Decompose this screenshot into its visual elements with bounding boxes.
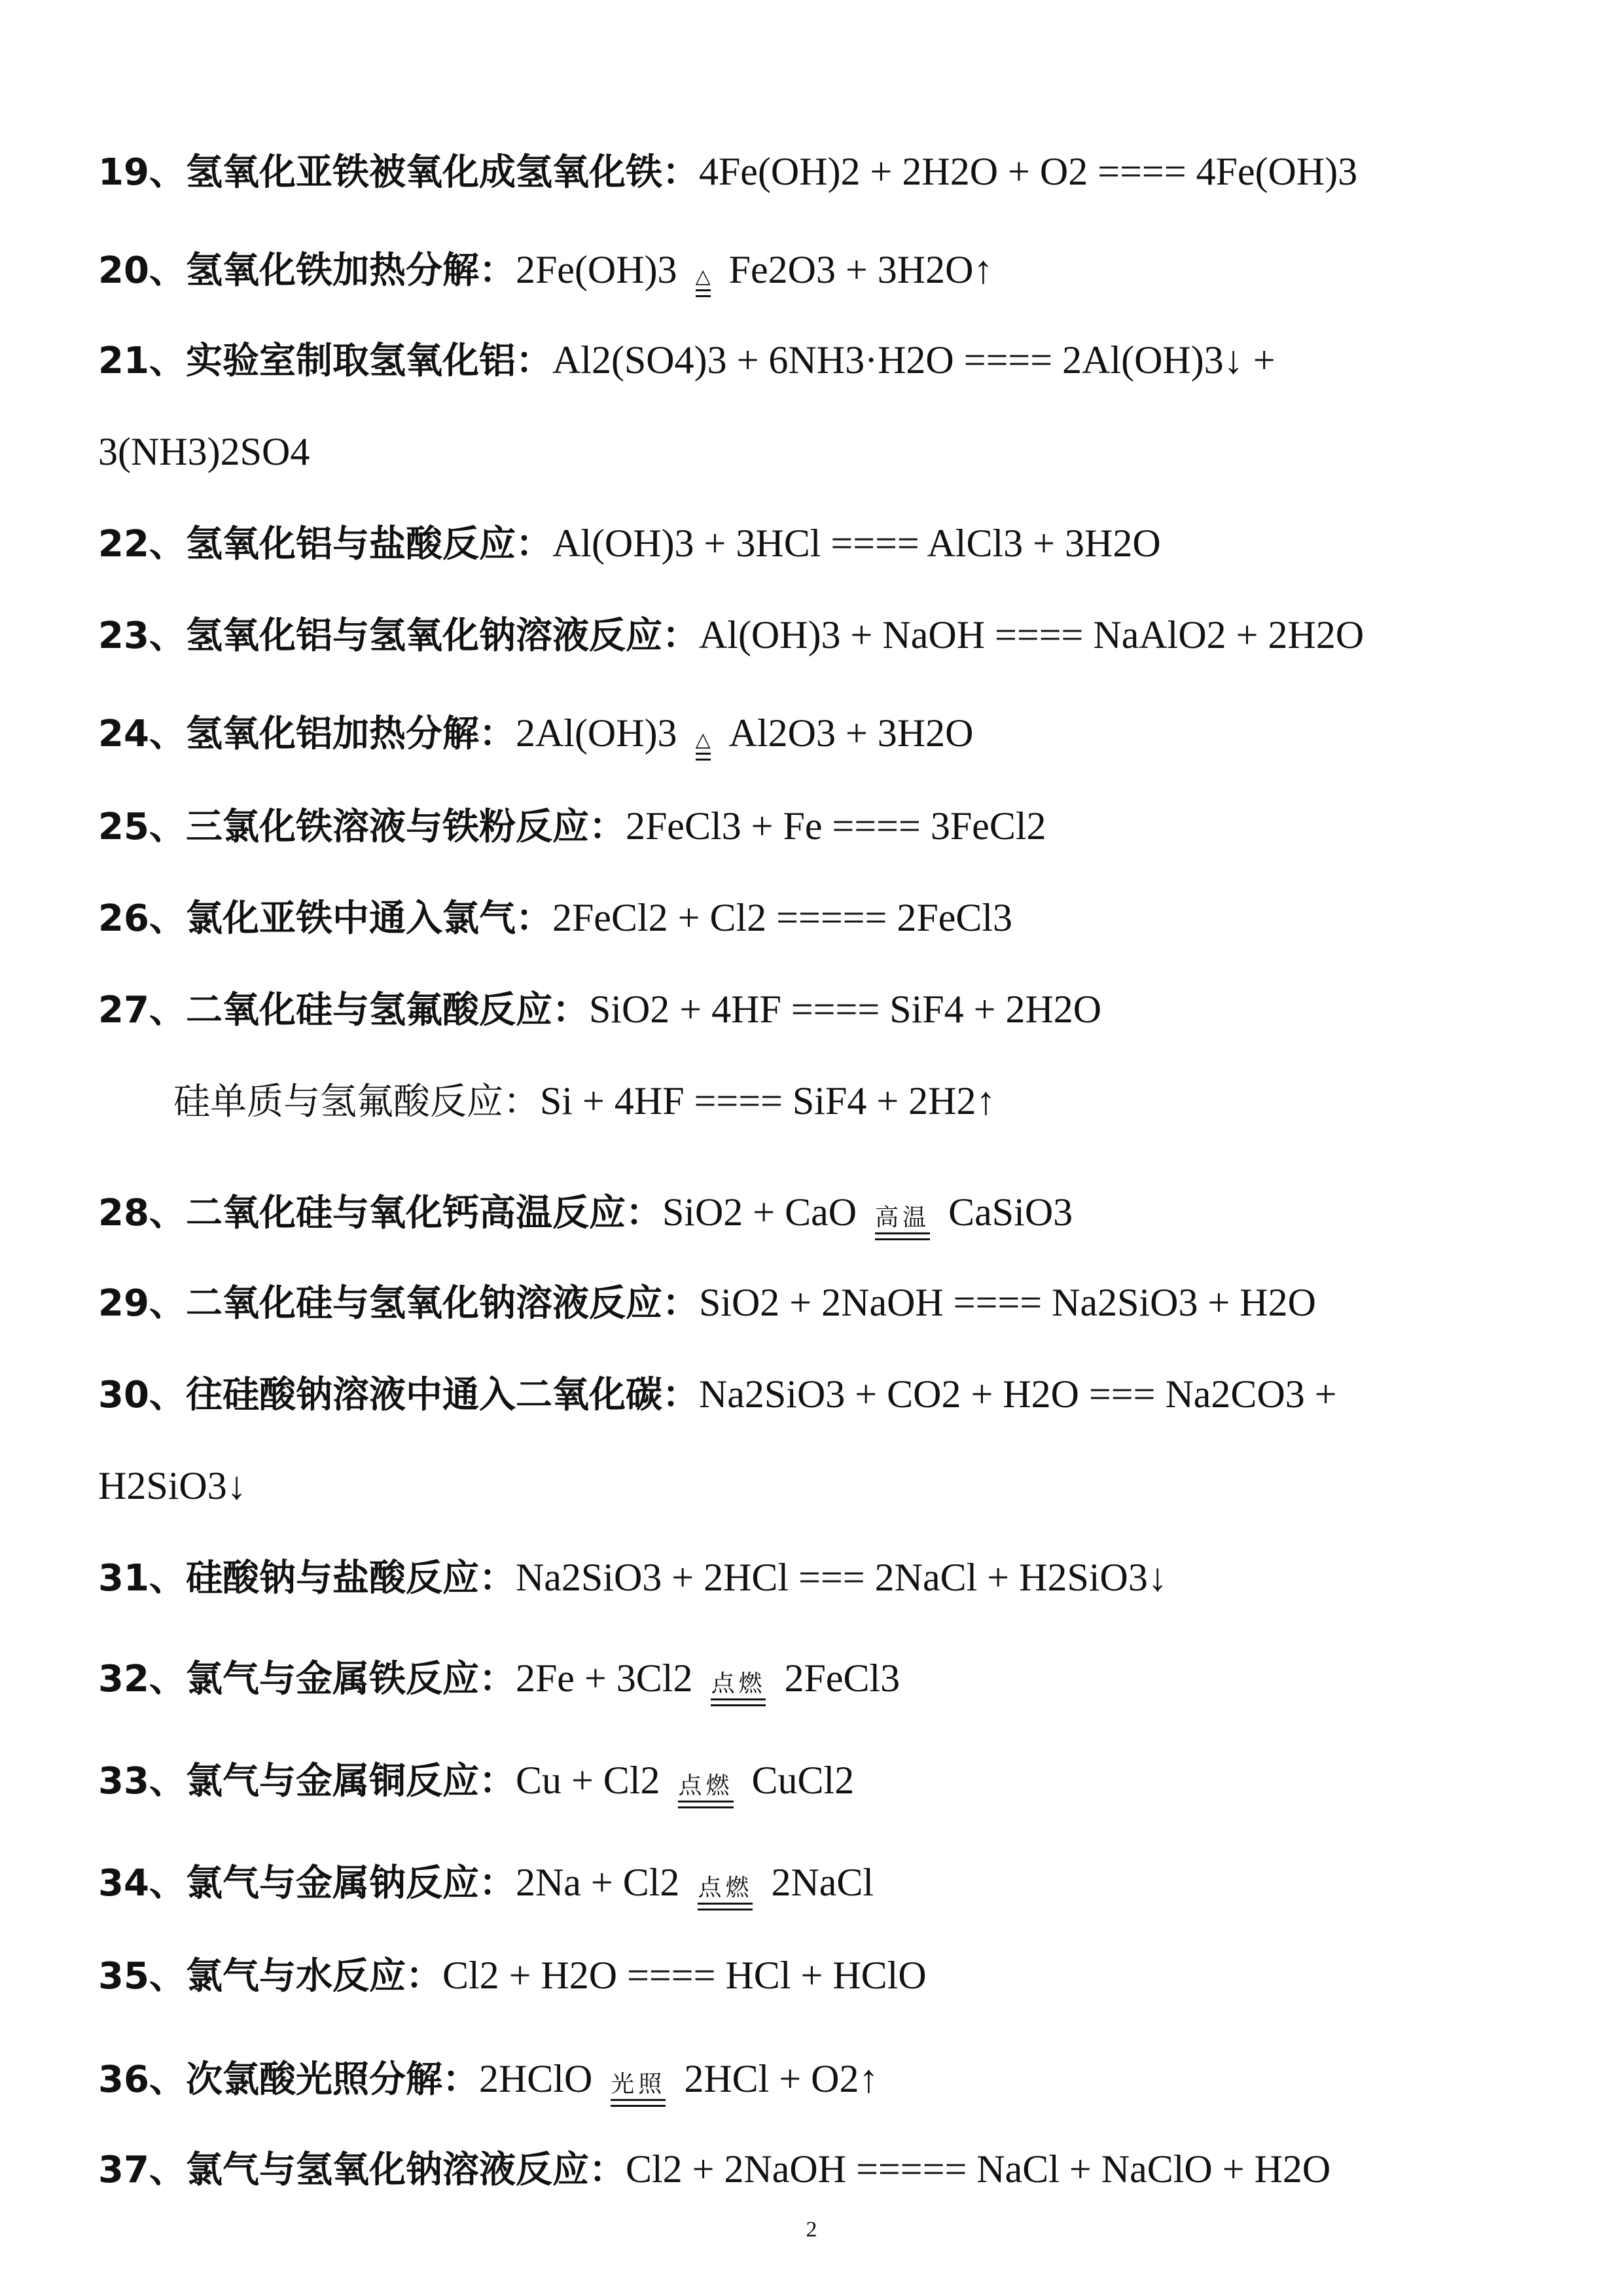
item-number: 28、 (98, 1192, 186, 1234)
equation: H2SiO3↓ (98, 1464, 247, 1507)
condition-label: 点燃 (678, 1772, 734, 1799)
equals-bars (678, 1801, 733, 1808)
reaction-title: 氯气与金属铜反应： (185, 1760, 516, 1803)
equation-line-31 (98, 1556, 1168, 1600)
page-number: 2 (806, 2217, 817, 2242)
equation-line-22 (98, 524, 1161, 563)
equation-reactants: SiO2 + CaO (662, 1191, 857, 1234)
reaction-condition (698, 1876, 753, 1910)
equation-line-27-sub (173, 1081, 996, 1121)
item-number: 30、 (98, 1374, 186, 1416)
item-number: 20、 (98, 249, 186, 292)
equation: Al(OH)3 + NaOH ==== NaAlO2 + 2H2O (698, 613, 1364, 656)
equation-products: Al2O3 + 3H2O (728, 711, 974, 755)
reaction-title: 硅酸钠与盐酸反应： (185, 1557, 516, 1600)
equals-bars (611, 2099, 666, 2107)
equation-products: CuCl2 (751, 1759, 855, 1802)
item-number: 19、 (98, 151, 186, 194)
equation-line-20 (98, 250, 993, 297)
item-number: 25、 (98, 806, 186, 848)
condition-label: 光照 (611, 2071, 666, 2098)
item-number: 35、 (98, 1955, 186, 1998)
item-number: 23、 (98, 615, 186, 657)
item-number: 31、 (98, 1557, 186, 1600)
item-number: 37、 (98, 2149, 186, 2191)
condition-label: 点燃 (698, 1874, 753, 1901)
equation-line-36 (98, 2059, 879, 2107)
item-number: 27、 (98, 989, 186, 1031)
reaction-title: 次氯酸光照分解： (185, 2058, 479, 2101)
equation: 2FeCl2 + Cl2 ===== 2FeCl3 (552, 896, 1013, 939)
reaction-title: 二氧化硅与氧化钙高温反应： (185, 1192, 662, 1234)
reaction-title: 氢氧化铝与氢氧化钠溶液反应： (185, 615, 699, 657)
equation-line-23 (98, 615, 1364, 655)
reaction-condition (696, 267, 711, 297)
equals-bars (875, 1232, 930, 1240)
equation-line-24 (98, 713, 973, 761)
equals-bars (696, 289, 711, 297)
reaction-condition (611, 2073, 666, 2107)
reaction-condition (711, 1672, 766, 1706)
equation-line-35 (98, 1954, 927, 1998)
condition-label: 高温 (875, 1204, 931, 1231)
equation-continuation (98, 1466, 247, 1505)
reaction-condition (875, 1206, 930, 1240)
equation-products: Fe2O3 + 3H2O↑ (728, 248, 993, 291)
equation-line-30 (98, 1374, 1337, 1414)
equation-line-37 (98, 2149, 1330, 2189)
equation-products: 2NaCl (771, 1861, 874, 1904)
item-number: 21、 (98, 340, 186, 382)
equation-line-25 (98, 806, 1046, 846)
equals-bars (698, 1903, 753, 1910)
reaction-title: 氯化亚铁中通入氯气： (185, 897, 552, 940)
equation-reactants: 2Al(OH)3 (515, 711, 677, 755)
reaction-title: 氯气与水反应： (185, 1955, 442, 1998)
reaction-title: 氢氧化铝与盐酸反应： (185, 523, 552, 565)
heat-triangle-icon: △ (695, 728, 711, 751)
reaction-title: 氯气与氢氧化钠溶液反应： (185, 2149, 626, 2191)
item-number: 32、 (98, 1658, 186, 1700)
equals-bars (696, 753, 711, 761)
equation: 4Fe(OH)2 + 2H2O + O2 ==== 4Fe(OH)3 (698, 150, 1358, 193)
equation-line-28 (98, 1193, 1073, 1240)
equation-reactants: 2Fe + 3Cl2 (515, 1657, 693, 1700)
reaction-title: 实验室制取氢氧化铝： (185, 340, 552, 382)
reaction-condition (678, 1774, 733, 1808)
equation: Na2SiO3 + 2HCl === 2NaCl + H2SiO3↓ (515, 1556, 1168, 1599)
equation-line-19 (98, 150, 1358, 194)
equation-line-32 (98, 1659, 900, 1706)
equation-reactants: 2Fe(OH)3 (515, 248, 677, 291)
equation-line-29 (98, 1281, 1316, 1325)
equals-bars (711, 1698, 766, 1706)
reaction-title: 氢氧化铁加热分解： (185, 249, 516, 292)
equation-continuation (98, 432, 310, 471)
item-number: 36、 (98, 2058, 186, 2101)
equation: Al2(SO4)3 + 6NH3·H2O ==== 2Al(OH)3↓ + (552, 338, 1275, 382)
equation: 2FeCl3 + Fe ==== 3FeCl2 (625, 804, 1046, 848)
reaction-condition (696, 730, 711, 761)
equation-line-34 (98, 1863, 874, 1910)
equation: Cl2 + 2NaOH ===== NaCl + NaClO + H2O (625, 2147, 1331, 2191)
equation: Na2SiO3 + CO2 + H2O === Na2CO3 + (698, 1372, 1337, 1416)
reaction-title: 往硅酸钠溶液中通入二氧化碳： (185, 1374, 699, 1416)
reaction-title: 三氯化铁溶液与铁粉反应： (185, 806, 626, 848)
item-number: 29、 (98, 1282, 186, 1325)
equation: SiO2 + 4HF ==== SiF4 + 2H2O (588, 988, 1102, 1031)
equation-products: 2HCl + O2↑ (684, 2057, 879, 2100)
equation-line-21 (98, 340, 1275, 380)
equation-line-27 (98, 990, 1101, 1029)
equation-line-26 (98, 896, 1013, 940)
equation: Si + 4HF ==== SiF4 + 2H2↑ (540, 1079, 996, 1122)
equation: Cl2 + H2O ==== HCl + HClO (442, 1954, 927, 1997)
reaction-title: 氢氧化亚铁被氧化成氢氧化铁： (185, 151, 699, 194)
reaction-title: 硅单质与氢氟酸反应： (173, 1081, 540, 1123)
reaction-title: 氯气与金属铁反应： (185, 1658, 516, 1700)
reaction-title: 二氧化硅与氢氟酸反应： (185, 989, 589, 1031)
equation-reactants: 2Na + Cl2 (515, 1861, 680, 1904)
item-number: 34、 (98, 1862, 186, 1905)
item-number: 33、 (98, 1760, 186, 1803)
equation-products: CaSiO3 (948, 1191, 1073, 1234)
equation-reactants: 2HClO (478, 2057, 593, 2100)
equation-products: 2FeCl3 (784, 1657, 901, 1700)
equation-reactants: Cu + Cl2 (515, 1759, 660, 1802)
reaction-title: 二氧化硅与氢氧化钠溶液反应： (185, 1282, 699, 1325)
equation: Al(OH)3 + 3HCl ==== AlCl3 + 3H2O (552, 522, 1161, 565)
heat-triangle-icon: △ (695, 265, 711, 288)
item-number: 26、 (98, 897, 186, 940)
item-number: 24、 (98, 713, 186, 755)
reaction-title: 氢氧化铝加热分解： (185, 713, 516, 755)
equation: SiO2 + 2NaOH ==== Na2SiO3 + H2O (698, 1281, 1316, 1324)
item-number: 22、 (98, 523, 186, 565)
reaction-title: 氯气与金属钠反应： (185, 1862, 516, 1905)
equation-line-33 (98, 1761, 854, 1808)
condition-label: 点燃 (711, 1670, 766, 1697)
equation: 3(NH3)2SO4 (98, 430, 310, 473)
